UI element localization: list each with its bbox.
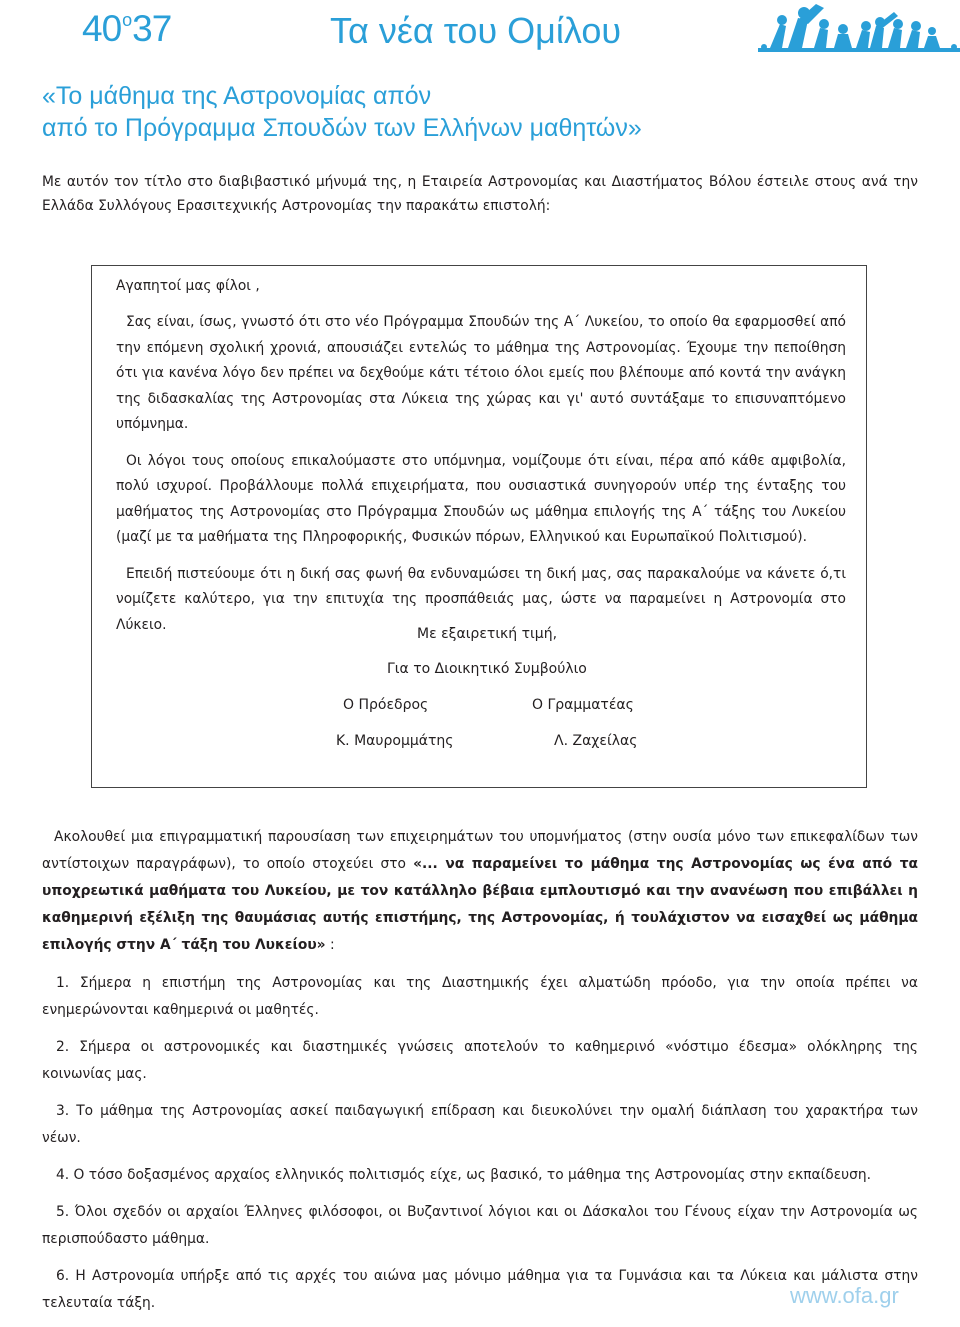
footer-website-link[interactable]: www.ofa.gr: [790, 1283, 899, 1308]
secretary-name: Λ. Ζαχείλας: [554, 733, 638, 749]
summary-list: [42, 970, 918, 1317]
intro-paragraph: Με αυτόν τον τίτλο στο διαβιβαστικό μήνυμά της, η Εταιρεία Αστρονομίας και Διαστήματος Βόλου έστειλε στους ανά την Ελλάδα Συλλόγους Ερασιτεχνικής Αστρονομίας την παρακάτω επιστολή:: [42, 174, 918, 214]
letter-paragraph: Σας είναι, ίσως, γνωστό ότι στο νέο Πρόγραμμα Σπουδών της Α΄ Λυκείου, το οποίο θα εφαρμοσθεί από την επόμενη σχολική χρονιά, απουσιάζει εντελώς το μάθημα της Αστρονομίας. Έχουμε την πεποίθηση ότι για κανένα λόγο δεν πρέπει να δεχθούμε κάτι τέτοιο όλοι εμείς που βλέπουμε από κοντά την ανάγκη της διδασκαλίας της Αστρονομίας στα Λύκεια της χώρας και γι' αυτό συντάξαμε το επισυναπτόμενο υπόμνημα.: [116, 314, 846, 432]
list-item: 3. Το μάθημα της Αστρονομίας ασκεί παιδαγωγική επίδραση και διευκολύνει την ομαλή διάπλαση του χαρακτήρα των νέων.: [42, 1103, 918, 1146]
headline-line-2: από το Πρόγραμμα Σπουδών των Ελλήνων μαθητών»: [42, 114, 642, 142]
letter-paragraph: Επειδή πιστεύουμε ότι η δική σας φωνή θα ενδυναμώσει τη δική μας, σας παρακαλούμε να κάνετε ό,τι νομίζετε καλύτερο, για την επιτυχία της προσπάθειάς μας, ώστε να παραμείνει η Αστρονομία στο Λύκειο.: [116, 565, 846, 633]
headline-line-1: «Το μάθημα της Αστρονομίας απόν: [42, 82, 432, 110]
letter-paragraph: Οι λόγοι τους οποίους επικαλούμαστε στο υπόμνημα, νομίζουμε ότι είναι, πέρα από κάθε αμφιβολία, πολύ ισχυροί. Προβάλλουμε πολλά επιχειρήματα, που ουσιαστικά συνηγορούν υπέρ της ένταξης του μαθήματος της Αστρονομίας στο Πρόγραμμα Σπουδών ως μάθημα επιλογής της Α΄ τάξης του Λυκείου (μαζί με τα μαθήματα της Πληροφορικής, Φυσικών πόρων, Ελληνικού και Ευρωπαϊκού Πολιτισμού).: [116, 452, 846, 545]
letter-greeting: Αγαπητοί μας φίλοι ,: [116, 278, 260, 294]
telescope-astronomers-logo-icon: [758, 0, 960, 52]
secretary-title: Ο Γραμματέας: [532, 697, 634, 713]
president-title: Ο Πρόεδρος: [343, 697, 429, 713]
article-headline: [42, 80, 742, 144]
letter-box: [91, 265, 867, 788]
summary-lead-quote: «... να παραμείνει το μάθημα της Αστρονομίας ως ένα από τα υποχρεωτικά μαθήματα του Λυκείου, με τον κατάλληλο βέβαια εμπλουτισμό και την ανανέωση που επιβάλλει η καθημερινή εξέλιξη της θαυμάσιας αυτής επιστήμης, της Αστρονομίας, ή τουλάχιστον να εισαχθεί ως μάθημα επιλογής στην Α΄ τάξη του Λυκείου»: [42, 856, 918, 953]
list-item: 5. Όλοι σχεδόν οι αρχαίοι Έλληνες φιλόσοφοι, οι Βυζαντινοί λόγιοι και οι Δάσκαλοι του Γένους είχαν την Αστρονομία ως περισπούδαστο μάθημα.: [42, 1204, 918, 1247]
letter-board: Για το Διοικητικό Συμβούλιο: [387, 661, 587, 677]
letter-closing: Με εξαιρετική τιμή,: [417, 626, 558, 642]
degree-mark: o: [122, 10, 132, 30]
section-title: Τα νέα του Ομίλου: [330, 10, 622, 51]
page-number: [82, 8, 171, 50]
summary-section: [42, 824, 918, 1327]
list-item: 2. Σήμερα οι αστρονομικές και διαστημικές γνώσεις αποτελούν το καθημερινό «νόστιμο έδεσμα» ολόκληρης της κοινωνίας μας.: [42, 1039, 918, 1082]
list-item: 6. Η Αστρονομία υπήρξε από τις αρχές του αιώνα μας μόνιμο μάθημα για τα Γυμνάσια και τα Λύκεια και μάλιστα στην τελευταία τάξη.: [42, 1268, 918, 1311]
page-number-main: 40: [82, 8, 122, 49]
summary-lead: [42, 824, 918, 959]
list-item: 1. Σήμερα η επιστήμη της Αστρονομίας και της Διαστημικής έχει αλματώδη πρόοδο, για την οποία πρέπει να ενημερώνονται καθημερινά οι μαθητές.: [42, 975, 918, 1018]
summary-lead-text: Ακολουθεί μια επιγραμματική παρουσίαση των επιχειρημάτων του υπομνήματος (στην ουσία μόνο των επικεφαλίδων των αντίστοιχων παραγράφων), το οποίο στοχεύει στο: [42, 829, 918, 872]
page-number-minutes: 37: [132, 8, 172, 49]
list-item: 4. Ο τόσο δοξασμένος αρχαίος ελληνικός πολιτισμός είχε, ως βασικό, το μάθημα της Αστρονομίας στην εκπαίδευση.: [56, 1167, 872, 1183]
president-name: Κ. Μαυρομμάτης: [336, 733, 454, 749]
summary-lead-suffix: :: [325, 937, 335, 953]
